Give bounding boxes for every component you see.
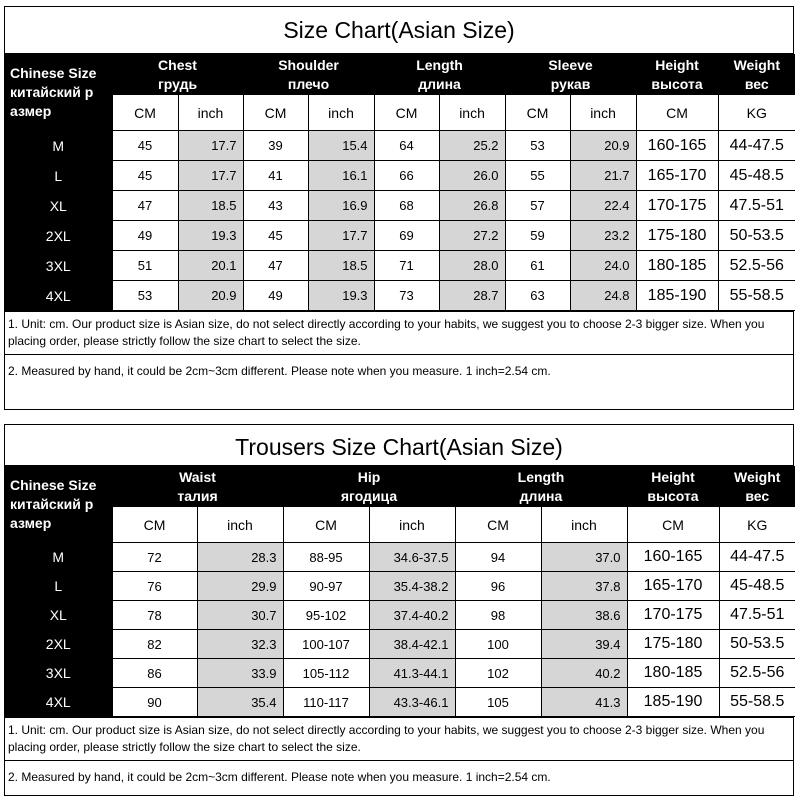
weight-value: 47.5-51 bbox=[719, 601, 795, 630]
inch-value: 35.4-38.2 bbox=[369, 572, 455, 601]
inch-value: 41.3-44.1 bbox=[369, 659, 455, 688]
unit-cm: CM bbox=[243, 95, 308, 131]
weight-value: 44-47.5 bbox=[718, 131, 795, 161]
chinese-size-header: Chinese Size китайский р азмер bbox=[5, 55, 112, 131]
inch-value: 38.4-42.1 bbox=[369, 630, 455, 659]
unit-inch: inch bbox=[308, 95, 374, 131]
unit-inch: inch bbox=[570, 95, 636, 131]
inch-value: 16.1 bbox=[308, 161, 374, 191]
inch-value: 20.1 bbox=[178, 251, 243, 281]
header-row bbox=[5, 55, 795, 95]
inch-value: 28.3 bbox=[197, 543, 283, 572]
waist-header: Waist талия bbox=[112, 467, 283, 507]
inch-value: 26.0 bbox=[439, 161, 505, 191]
cm-value: 45 bbox=[112, 161, 178, 191]
cm-value: 43 bbox=[243, 191, 308, 221]
inch-value: 22.4 bbox=[570, 191, 636, 221]
weight-value: 45-48.5 bbox=[719, 572, 795, 601]
height-value: 175-180 bbox=[627, 630, 719, 659]
inch-value: 17.7 bbox=[178, 131, 243, 161]
unit-cm: CM bbox=[112, 95, 178, 131]
cm-value: 57 bbox=[505, 191, 570, 221]
inch-value: 18.5 bbox=[308, 251, 374, 281]
size-label: 3XL bbox=[5, 251, 112, 281]
cm-value: 78 bbox=[112, 601, 197, 630]
height-header: Height высота bbox=[627, 467, 719, 507]
weight-value: 52.5-56 bbox=[719, 659, 795, 688]
cm-value: 47 bbox=[243, 251, 308, 281]
weight-value: 50-53.5 bbox=[719, 630, 795, 659]
inch-value: 24.8 bbox=[570, 281, 636, 311]
cm-value: 45 bbox=[243, 221, 308, 251]
cm-value: 59 bbox=[505, 221, 570, 251]
inch-value: 24.0 bbox=[570, 251, 636, 281]
height-value: 160-165 bbox=[636, 131, 718, 161]
cm-value: 45 bbox=[112, 131, 178, 161]
unit-cm: CM bbox=[112, 507, 197, 543]
cm-value: 53 bbox=[112, 281, 178, 311]
height-value: 170-175 bbox=[636, 191, 718, 221]
height-value: 160-165 bbox=[627, 543, 719, 572]
unit-height-cm: CM bbox=[636, 95, 718, 131]
cm-value: 105 bbox=[455, 688, 541, 717]
size-label: L bbox=[5, 161, 112, 191]
cm-value: 53 bbox=[505, 131, 570, 161]
cm-value: 102 bbox=[455, 659, 541, 688]
inch-value: 37.0 bbox=[541, 543, 627, 572]
table-row bbox=[5, 572, 795, 601]
cm-value: 55 bbox=[505, 161, 570, 191]
unit-row bbox=[5, 95, 795, 131]
inch-value: 17.7 bbox=[308, 221, 374, 251]
inch-value: 29.9 bbox=[197, 572, 283, 601]
shirt-size-chart bbox=[4, 6, 794, 410]
inch-value: 27.2 bbox=[439, 221, 505, 251]
cm-value: 71 bbox=[374, 251, 439, 281]
table-row bbox=[5, 659, 795, 688]
shirt-size-table bbox=[5, 54, 795, 311]
cm-value: 95-102 bbox=[283, 601, 369, 630]
inch-value: 21.7 bbox=[570, 161, 636, 191]
inch-value: 37.8 bbox=[541, 572, 627, 601]
inch-value: 18.5 bbox=[178, 191, 243, 221]
inch-value: 39.4 bbox=[541, 630, 627, 659]
length-header: Length длина bbox=[374, 55, 505, 95]
inch-value: 20.9 bbox=[570, 131, 636, 161]
cm-value: 39 bbox=[243, 131, 308, 161]
inch-value: 30.7 bbox=[197, 601, 283, 630]
inch-value: 19.3 bbox=[178, 221, 243, 251]
cm-value: 90 bbox=[112, 688, 197, 717]
height-value: 180-185 bbox=[627, 659, 719, 688]
weight-header: Weight вес bbox=[718, 55, 795, 95]
height-value: 185-190 bbox=[636, 281, 718, 311]
weight-value: 45-48.5 bbox=[718, 161, 795, 191]
table-row bbox=[5, 131, 795, 161]
cm-value: 73 bbox=[374, 281, 439, 311]
inch-value: 26.8 bbox=[439, 191, 505, 221]
size-label: XL bbox=[5, 601, 112, 630]
inch-value: 32.3 bbox=[197, 630, 283, 659]
weight-value: 47.5-51 bbox=[718, 191, 795, 221]
cm-value: 51 bbox=[112, 251, 178, 281]
size-label: L bbox=[5, 572, 112, 601]
cm-value: 96 bbox=[455, 572, 541, 601]
height-value: 175-180 bbox=[636, 221, 718, 251]
size-label: 4XL bbox=[5, 688, 112, 717]
unit-cm: CM bbox=[374, 95, 439, 131]
note-measure: 2. Measured by hand, it could be 2cm~3cm different. Please note when you measure. 1 inch=2.54 cm. bbox=[5, 354, 793, 386]
table-row bbox=[5, 221, 795, 251]
inch-value: 40.2 bbox=[541, 659, 627, 688]
cm-value: 86 bbox=[112, 659, 197, 688]
table-row bbox=[5, 281, 795, 311]
inch-value: 25.2 bbox=[439, 131, 505, 161]
cm-value: 100-107 bbox=[283, 630, 369, 659]
cm-value: 94 bbox=[455, 543, 541, 572]
weight-header: Weight вес bbox=[719, 467, 795, 507]
height-value: 165-170 bbox=[627, 572, 719, 601]
size-label: M bbox=[5, 131, 112, 161]
chinese-size-header: Chinese Size китайский р азмер bbox=[5, 467, 112, 543]
inch-value: 15.4 bbox=[308, 131, 374, 161]
size-label: 3XL bbox=[5, 659, 112, 688]
shirt-table-body bbox=[5, 131, 795, 311]
chest-header: Chest грудь bbox=[112, 55, 243, 95]
cm-value: 49 bbox=[243, 281, 308, 311]
height-value: 165-170 bbox=[636, 161, 718, 191]
table-row bbox=[5, 161, 795, 191]
inch-value: 20.9 bbox=[178, 281, 243, 311]
inch-value: 28.7 bbox=[439, 281, 505, 311]
unit-row bbox=[5, 507, 795, 543]
size-label: 4XL bbox=[5, 281, 112, 311]
unit-weight-kg: KG bbox=[719, 507, 795, 543]
cm-value: 63 bbox=[505, 281, 570, 311]
unit-inch: inch bbox=[439, 95, 505, 131]
cm-value: 105-112 bbox=[283, 659, 369, 688]
inch-value: 43.3-46.1 bbox=[369, 688, 455, 717]
inch-value: 33.9 bbox=[197, 659, 283, 688]
inch-value: 19.3 bbox=[308, 281, 374, 311]
cm-value: 41 bbox=[243, 161, 308, 191]
cm-value: 47 bbox=[112, 191, 178, 221]
hip-header: Hip ягодица bbox=[283, 467, 455, 507]
height-value: 185-190 bbox=[627, 688, 719, 717]
sleeve-header: Sleeve рукав bbox=[505, 55, 636, 95]
cm-value: 72 bbox=[112, 543, 197, 572]
unit-cm: CM bbox=[283, 507, 369, 543]
unit-height-cm: CM bbox=[627, 507, 719, 543]
weight-value: 55-58.5 bbox=[719, 688, 795, 717]
shoulder-header: Shoulder плечо bbox=[243, 55, 374, 95]
weight-value: 44-47.5 bbox=[719, 543, 795, 572]
cm-value: 98 bbox=[455, 601, 541, 630]
inch-value: 38.6 bbox=[541, 601, 627, 630]
inch-value: 17.7 bbox=[178, 161, 243, 191]
cm-value: 76 bbox=[112, 572, 197, 601]
cm-value: 110-117 bbox=[283, 688, 369, 717]
height-header: Height высота bbox=[636, 55, 718, 95]
cm-value: 66 bbox=[374, 161, 439, 191]
trousers-size-table bbox=[5, 466, 795, 717]
table-row bbox=[5, 601, 795, 630]
unit-cm: CM bbox=[455, 507, 541, 543]
weight-value: 50-53.5 bbox=[718, 221, 795, 251]
note-measure: 2. Measured by hand, it could be 2cm~3cm different. Please note when you measure. 1 inch=2.54 cm. bbox=[5, 760, 793, 792]
chart-title: Size Chart(Asian Size) bbox=[5, 7, 793, 54]
cm-value: 100 bbox=[455, 630, 541, 659]
inch-value: 34.6-37.5 bbox=[369, 543, 455, 572]
table-row bbox=[5, 688, 795, 717]
size-label: 2XL bbox=[5, 221, 112, 251]
inch-value: 35.4 bbox=[197, 688, 283, 717]
unit-inch: inch bbox=[369, 507, 455, 543]
note-unit: 1. Unit: cm. Our product size is Asian size, do not select directly according to your habits, we suggest you to choose 2-3 bigger size. When you placing order, please strictly follow the size chart to select the size. bbox=[5, 717, 793, 760]
inch-value: 41.3 bbox=[541, 688, 627, 717]
note-unit: 1. Unit: cm. Our product size is Asian size, do not select directly according to your habits, we suggest you to choose 2-3 bigger size. When you placing order, please strictly follow the size chart to select the size. bbox=[5, 311, 793, 354]
length-header: Length длина bbox=[455, 467, 627, 507]
table-row bbox=[5, 630, 795, 659]
cm-value: 68 bbox=[374, 191, 439, 221]
inch-value: 37.4-40.2 bbox=[369, 601, 455, 630]
cm-value: 88-95 bbox=[283, 543, 369, 572]
unit-inch: inch bbox=[541, 507, 627, 543]
table-row bbox=[5, 251, 795, 281]
cm-value: 69 bbox=[374, 221, 439, 251]
unit-weight-kg: KG bbox=[718, 95, 795, 131]
cm-value: 64 bbox=[374, 131, 439, 161]
size-label: 2XL bbox=[5, 630, 112, 659]
cm-value: 49 bbox=[112, 221, 178, 251]
inch-value: 23.2 bbox=[570, 221, 636, 251]
height-value: 170-175 bbox=[627, 601, 719, 630]
weight-value: 52.5-56 bbox=[718, 251, 795, 281]
chart-title: Trousers Size Chart(Asian Size) bbox=[5, 425, 793, 466]
height-value: 180-185 bbox=[636, 251, 718, 281]
trousers-table-body bbox=[5, 543, 795, 717]
cm-value: 82 bbox=[112, 630, 197, 659]
table-row bbox=[5, 191, 795, 221]
header-row bbox=[5, 467, 795, 507]
inch-value: 16.9 bbox=[308, 191, 374, 221]
cm-value: 90-97 bbox=[283, 572, 369, 601]
unit-cm: CM bbox=[505, 95, 570, 131]
weight-value: 55-58.5 bbox=[718, 281, 795, 311]
unit-inch: inch bbox=[197, 507, 283, 543]
inch-value: 28.0 bbox=[439, 251, 505, 281]
unit-inch: inch bbox=[178, 95, 243, 131]
size-label: XL bbox=[5, 191, 112, 221]
cm-value: 61 bbox=[505, 251, 570, 281]
trousers-size-chart bbox=[4, 424, 794, 796]
size-label: M bbox=[5, 543, 112, 572]
table-row bbox=[5, 543, 795, 572]
